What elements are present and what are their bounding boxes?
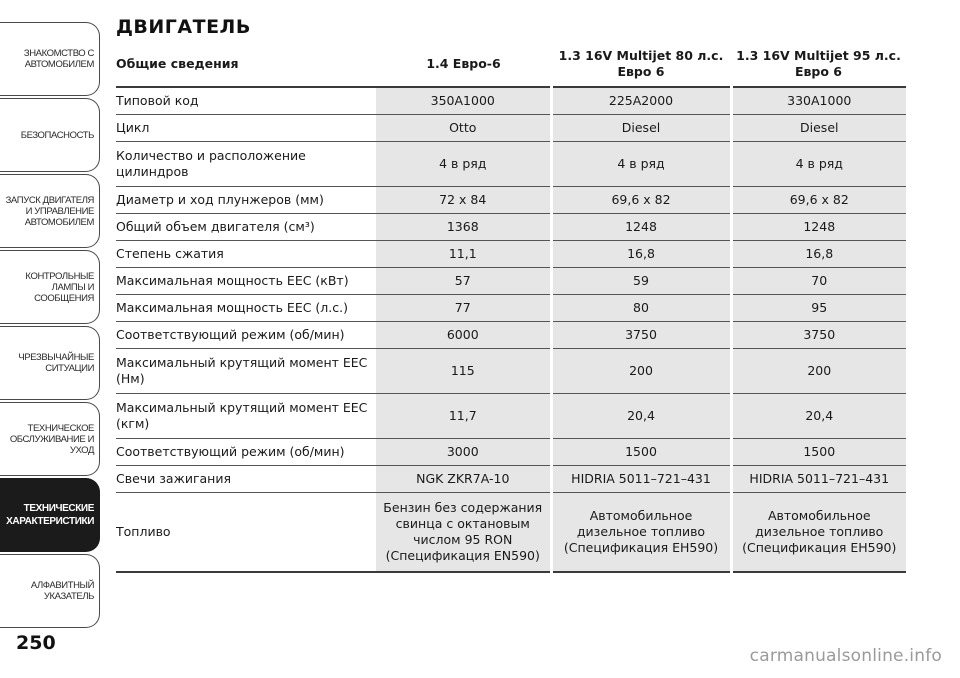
tab-label: ТЕХНИЧЕСКОЕ ОБСЛУЖИВАНИЕ И УХОД (9, 422, 94, 456)
engine-spec-table (116, 44, 906, 573)
table-row (116, 214, 906, 241)
table-row (116, 349, 906, 394)
cell-value: 1248 (731, 214, 906, 241)
cell-value: 115 (376, 349, 551, 394)
row-label: Максимальный крутящий момент ЕЕС (Нм) (116, 349, 376, 394)
cell-value: 16,8 (551, 241, 731, 268)
row-label: Максимальная мощность ЕЕС (кВт) (116, 268, 376, 295)
cell-value: 80 (551, 295, 731, 322)
cell-value: 4 в ряд (731, 142, 906, 187)
table-row (116, 87, 906, 115)
cell-value: Автомобильное дизельное топливо (Спецификация EH590) (731, 493, 906, 573)
cell-value: 4 в ряд (551, 142, 731, 187)
tab-label: ЗАПУСК ДВИГАТЕЛЯ И УПРАВЛЕНИЕ АВТОМОБИЛЕМ (5, 194, 94, 228)
cell-value: 69,6 x 82 (551, 187, 731, 214)
section-title: ДВИГАТЕЛЬ (116, 16, 251, 38)
cell-value: Otto (376, 115, 551, 142)
cell-value: 57 (376, 268, 551, 295)
table-row (116, 268, 906, 295)
table-row (116, 322, 906, 349)
cell-value: 20,4 (551, 394, 731, 439)
row-label: Максимальный крутящий момент ЕЕС (кгм) (116, 394, 376, 439)
table-row (116, 466, 906, 493)
cell-value: 16,8 (731, 241, 906, 268)
cell-value: 77 (376, 295, 551, 322)
cell-value: 1248 (551, 214, 731, 241)
tab-label: ТЕХНИЧЕСКИЕ ХАРАКТЕРИСТИКИ (6, 503, 94, 527)
tab-label: ЧРЕЗВЫЧАЙНЫЕ СИТУАЦИИ (18, 352, 94, 374)
cell-value: Бензин без содержания свинца с октановым числом 95 RON (Спецификация EN590) (376, 493, 551, 573)
column-header-engine-1: 1.4 Евро-6 (376, 44, 551, 87)
row-label: Диаметр и ход плунжеров (мм) (116, 187, 376, 214)
column-header-general: Общие сведения (116, 44, 376, 87)
table-row (116, 493, 906, 573)
table-row (116, 187, 906, 214)
cell-value: Автомобильное дизельное топливо (Спецификация EH590) (551, 493, 731, 573)
cell-value: 3750 (551, 322, 731, 349)
row-label: Общий объем двигателя (см³) (116, 214, 376, 241)
table-row (116, 142, 906, 187)
tab-warning-lights[interactable] (0, 250, 100, 324)
cell-value: 225A2000 (551, 87, 731, 115)
cell-value: NGK ZKR7A-10 (376, 466, 551, 493)
row-label: Соответствующий режим (об/мин) (116, 322, 376, 349)
page-number: 250 (16, 632, 56, 654)
cell-value: 70 (731, 268, 906, 295)
cell-value: 200 (731, 349, 906, 394)
table-row (116, 115, 906, 142)
cell-value: Diesel (731, 115, 906, 142)
tab-safety[interactable] (0, 98, 100, 172)
cell-value: Diesel (551, 115, 731, 142)
row-label: Степень сжатия (116, 241, 376, 268)
cell-value: 350A1000 (376, 87, 551, 115)
tab-maintenance[interactable] (0, 402, 100, 476)
table-row (116, 241, 906, 268)
table-row (116, 439, 906, 466)
tab-label: КОНТРОЛЬНЫЕ ЛАМПЫ И СООБЩЕНИЯ (25, 270, 94, 304)
cell-value: 11,1 (376, 241, 551, 268)
cell-value: 6000 (376, 322, 551, 349)
tab-alphabetical-index[interactable] (0, 554, 100, 628)
row-label: Максимальная мощность ЕЕС (л.с.) (116, 295, 376, 322)
tab-starting-and-driving[interactable] (0, 174, 100, 248)
cell-value: 95 (731, 295, 906, 322)
watermark: carmanualsonline.info (749, 646, 942, 666)
cell-value: 1500 (731, 439, 906, 466)
column-header-engine-2: 1.3 16V Multijet 80 л.с. Евро 6 (551, 44, 731, 87)
cell-value: 59 (551, 268, 731, 295)
row-label: Свечи зажигания (116, 466, 376, 493)
cell-value: 3000 (376, 439, 551, 466)
cell-value: 200 (551, 349, 731, 394)
table-header-row (116, 44, 906, 87)
tab-label: ЗНАКОМСТВО С АВТОМОБИЛЕМ (23, 48, 94, 70)
tab-label: БЕЗОПАСНОСТЬ (20, 129, 94, 141)
cell-value: 1500 (551, 439, 731, 466)
row-label: Топливо (116, 493, 376, 573)
tab-getting-to-know-car[interactable] (0, 22, 100, 96)
tab-emergency[interactable] (0, 326, 100, 400)
cell-value: 4 в ряд (376, 142, 551, 187)
row-label: Цикл (116, 115, 376, 142)
cell-value: 72 x 84 (376, 187, 551, 214)
table-row (116, 394, 906, 439)
tab-technical-specifications[interactable] (0, 478, 100, 552)
cell-value: 11,7 (376, 394, 551, 439)
row-label: Типовой код (116, 87, 376, 115)
cell-value: 330A1000 (731, 87, 906, 115)
cell-value: HIDRIA 5011–721–431 (731, 466, 906, 493)
cell-value: 3750 (731, 322, 906, 349)
column-header-engine-3: 1.3 16V Multijet 95 л.с. Евро 6 (731, 44, 906, 87)
cell-value: 20,4 (731, 394, 906, 439)
row-label: Соответствующий режим (об/мин) (116, 439, 376, 466)
cell-value: 1368 (376, 214, 551, 241)
row-label: Количество и расположение цилиндров (116, 142, 376, 187)
tab-label: АЛФАВИТНЫЙ УКАЗАТЕЛЬ (30, 580, 94, 602)
cell-value: HIDRIA 5011–721–431 (551, 466, 731, 493)
cell-value: 69,6 x 82 (731, 187, 906, 214)
table-row (116, 295, 906, 322)
